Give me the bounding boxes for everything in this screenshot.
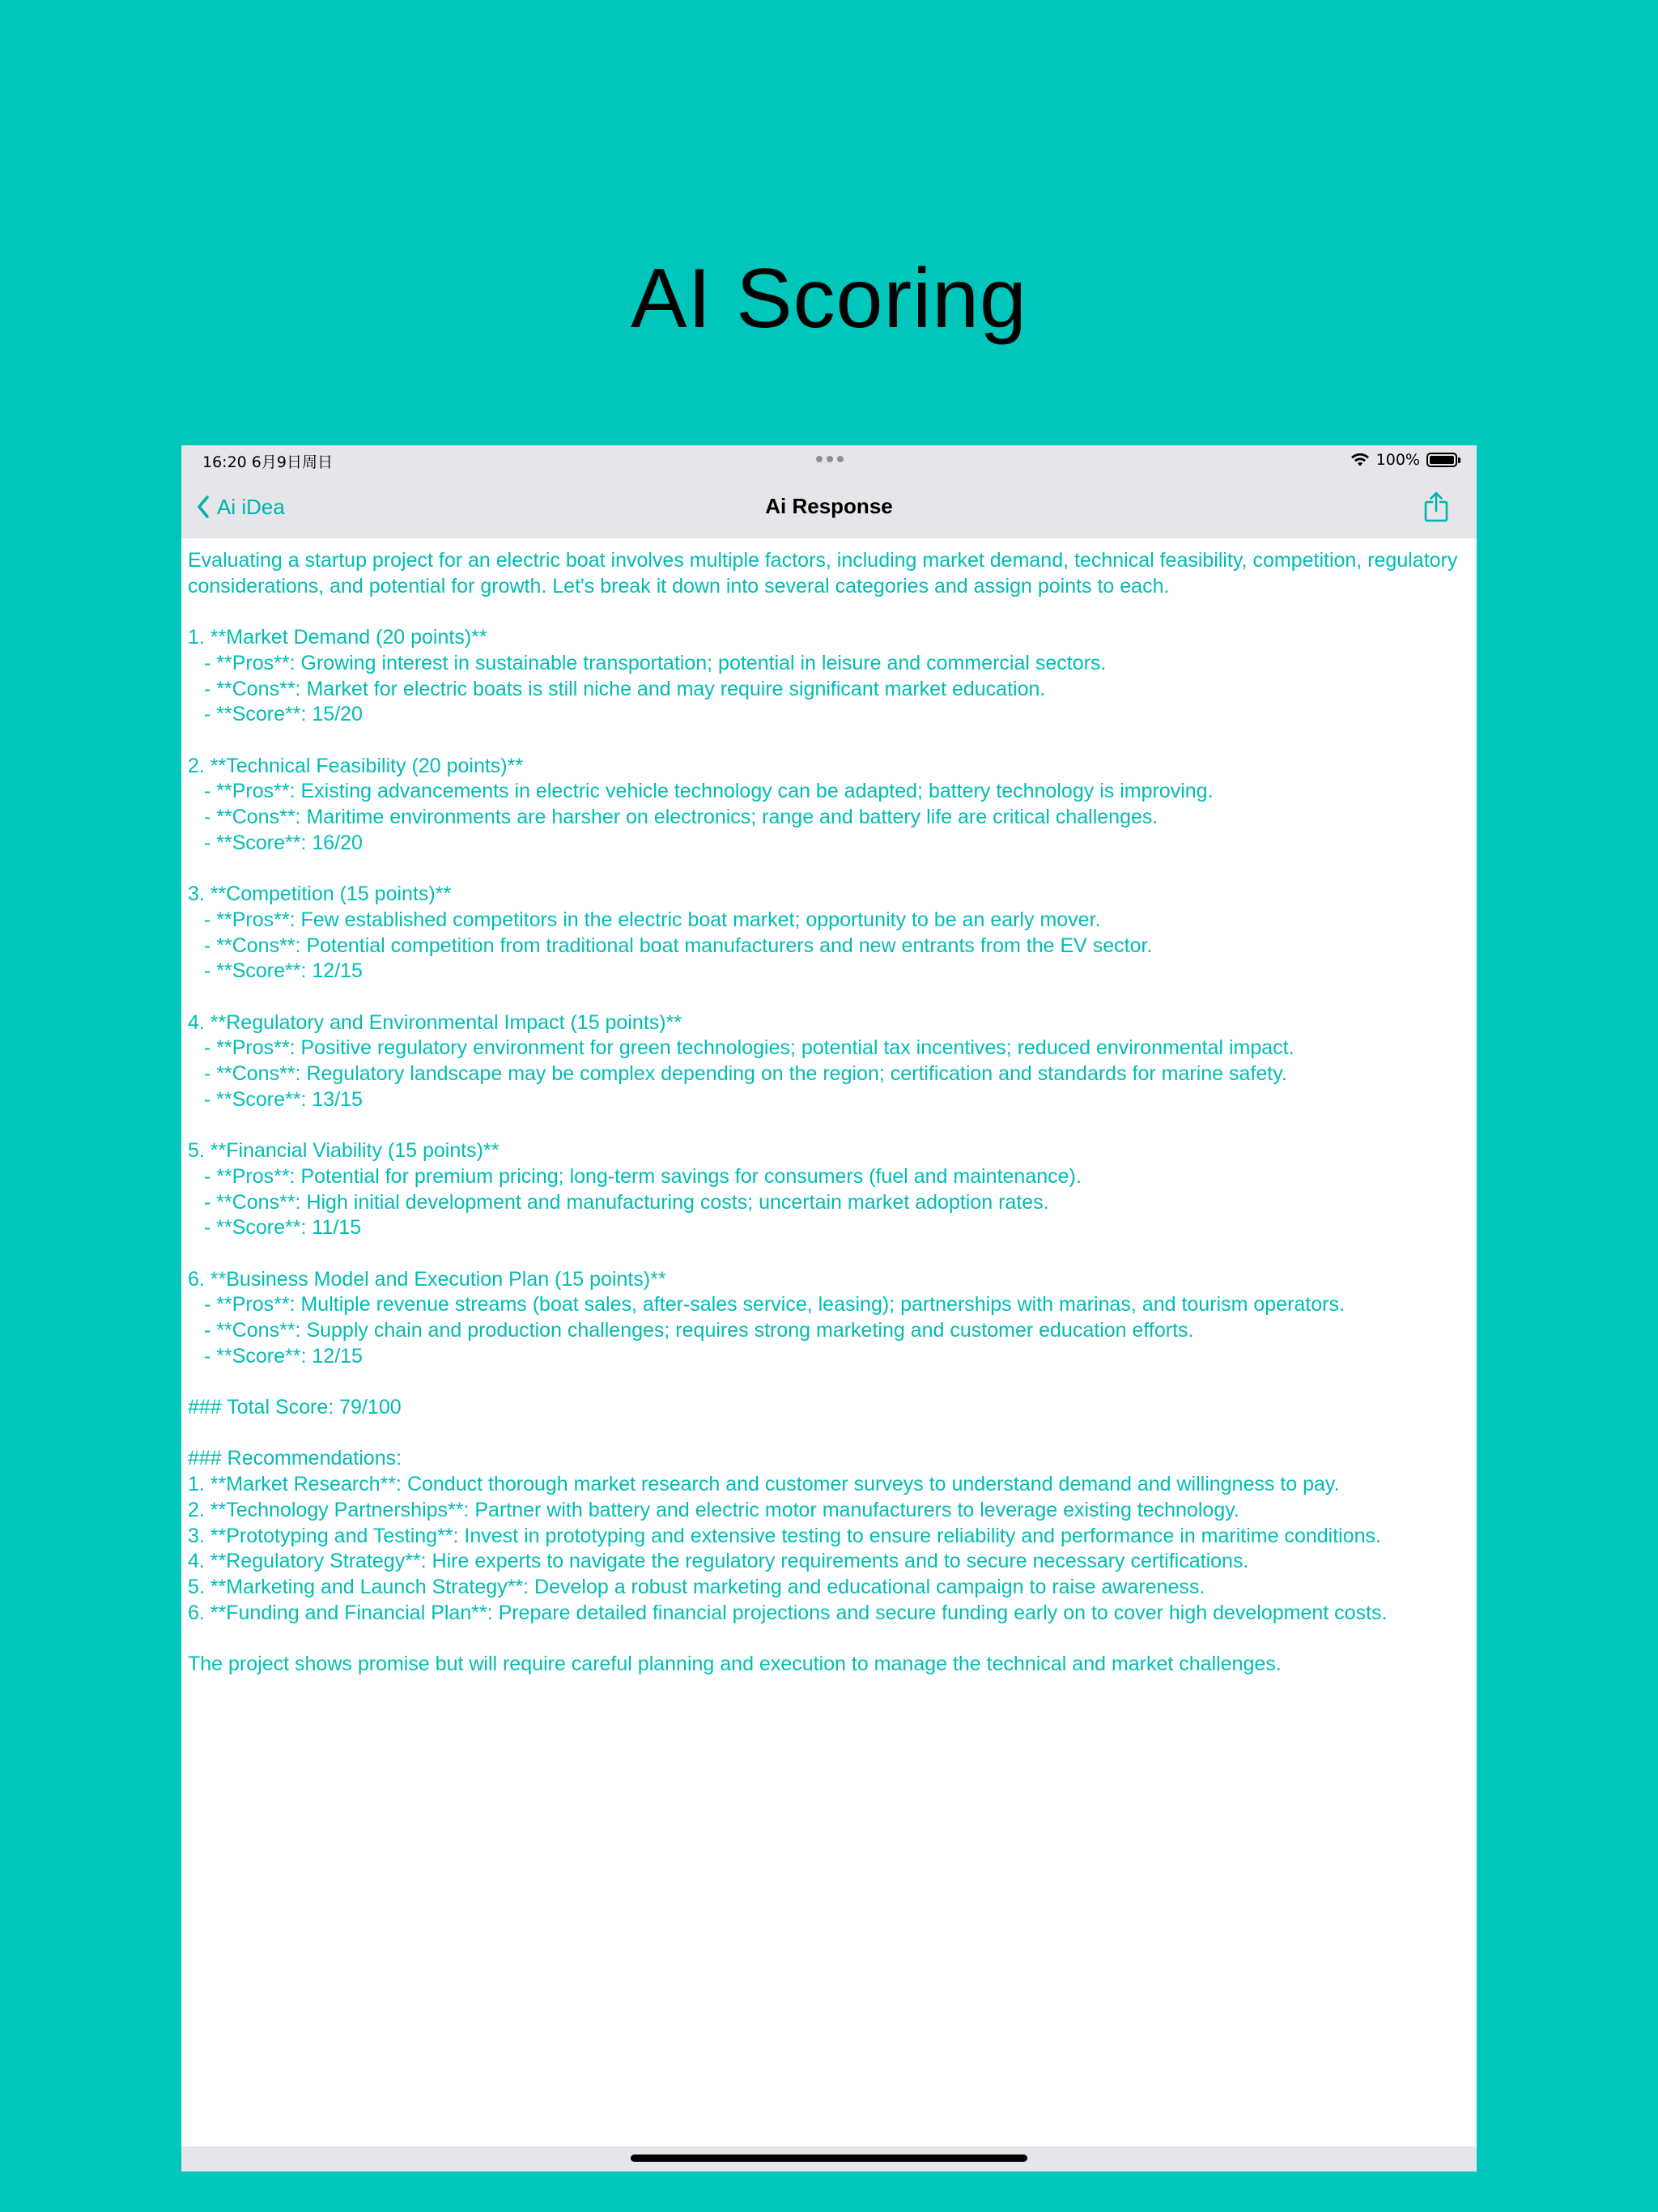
response-line: 1. **Market Research**: Conduct thorough market research and customer surveys to understand demand and willingness to pay. [188,1473,1340,1496]
blank-line [188,985,1470,1010]
blank-line [188,728,1470,754]
response-line: - **Score**: 12/15 [204,1344,363,1368]
response-line: 5. **Financial Viability (15 points)** [188,1139,500,1163]
response-line: - **Score**: 16/20 [204,831,363,854]
status-time-date: 16:20 6月9日周日 [202,453,333,471]
response-line: 6. **Funding and Financial Plan**: Prepare detailed financial projections and secure funding early on to cover high development costs. [188,1601,1388,1624]
response-line: 2. **Technology Partnerships**: Partner with battery and electric motor manufacturers to leverage existing technology. [188,1498,1239,1521]
blank-line [188,1369,1470,1395]
response-line: - **Cons**: Regulatory landscape may be complex depending on the region; certification and standards for marine safety. [204,1062,1287,1085]
response-line: - **Score**: 15/20 [204,703,363,726]
response-line: - **Pros**: Positive regulatory environment for green technologies; potential tax incentives; reduced environmental impact. [204,1036,1295,1060]
response-line: - **Pros**: Potential for premium pricing; long-term savings for consumers (fuel and maintenance). [204,1164,1082,1188]
response-line: - **Cons**: Maritime environments are harsher on electronics; range and battery life are critical challenges. [204,806,1158,828]
response-line: 6. **Business Model and Execution Plan (15 points)** [188,1267,666,1291]
response-line: 3. **Prototyping and Testing**: Invest in prototyping and extensive testing to ensure reliability and performance in maritime conditions. [188,1524,1381,1547]
response-line: - **Cons**: Market for electric boats is still niche and may require significant market education. [204,677,1046,700]
response-line: The project shows promise but will require careful planning and execution to manage the technical and market challenges. [188,1653,1282,1676]
navigation-bar [181,474,1477,538]
response-line: - **Pros**: Few established competitors in the electric boat market; opportunity to be an early mover. [204,908,1101,931]
blank-line [188,1626,1470,1652]
blank-line [188,856,1470,882]
response-line: - **Score**: 11/15 [204,1216,362,1240]
multitasking-dots-icon[interactable] [816,456,844,462]
response-line: Evaluating a startup project for an electric boat involves multiple factors, including market demand, technical feasibility, competition, regulatory considerations, and potential for growth. Let's break it down into several categories and assign points to each. [188,549,1464,598]
response-line: - **Pros**: Multiple revenue streams (boat sales, after-sales service, leasing); partnerships with marinas, and tourism operators. [204,1293,1345,1317]
response-line: 5. **Marketing and Launch Strategy**: Develop a robust marketing and educational campaign to raise awareness. [188,1576,1205,1598]
back-button[interactable] [196,489,285,525]
response-line: ### Recommendations: [188,1447,402,1470]
response-line: - **Cons**: Potential competition from traditional boat manufacturers and new entrants from the EV sector. [204,934,1153,957]
response-line: 1. **Market Demand (20 points)** [188,626,487,649]
ai-response-text [188,548,1470,1678]
ipad-screen [181,445,1477,2172]
blank-line [188,1421,1470,1447]
nav-title: Ai Response [765,494,893,518]
response-line: - **Score**: 12/15 [204,959,363,983]
chevron-left-icon [196,495,210,519]
response-line: - **Pros**: Existing advancements in electric vehicle technology can be adapted; battery technology is improving. [204,780,1214,803]
blank-line [188,1112,1470,1138]
home-indicator-area [181,2146,1477,2172]
response-line: - **Pros**: Growing interest in sustainable transportation; potential in leisure and commercial sectors. [204,651,1107,674]
status-bar [181,445,1477,474]
response-line: 2. **Technical Feasibility (20 points)** [188,754,524,777]
response-line: - **Cons**: High initial development and manufacturing costs; uncertain market adoption rates. [204,1190,1049,1214]
battery-percent: 100% [1375,451,1420,469]
response-line: 3. **Competition (15 points)** [188,883,452,906]
response-line: ### Total Score: 79/100 [188,1396,402,1419]
response-line: 4. **Regulatory and Environmental Impact (15 points)** [188,1010,682,1034]
battery-icon [1426,453,1457,467]
wifi-icon [1350,453,1370,467]
share-button[interactable] [1418,489,1454,525]
share-icon [1423,491,1449,522]
blank-line [188,599,1470,625]
response-line: - **Cons**: Supply chain and production challenges; requires strong marketing and customer education efforts. [204,1319,1194,1342]
page-headline: AI Scoring [631,252,1027,346]
response-line: - **Score**: 13/15 [204,1087,363,1111]
home-indicator[interactable] [631,2155,1027,2162]
response-line: 4. **Regulatory Strategy**: Hire experts to navigate the regulatory requirements and to secure necessary certifications. [188,1550,1249,1573]
status-indicators [1350,450,1457,470]
blank-line [188,1241,1470,1267]
back-button-label: Ai iDea [217,494,285,519]
